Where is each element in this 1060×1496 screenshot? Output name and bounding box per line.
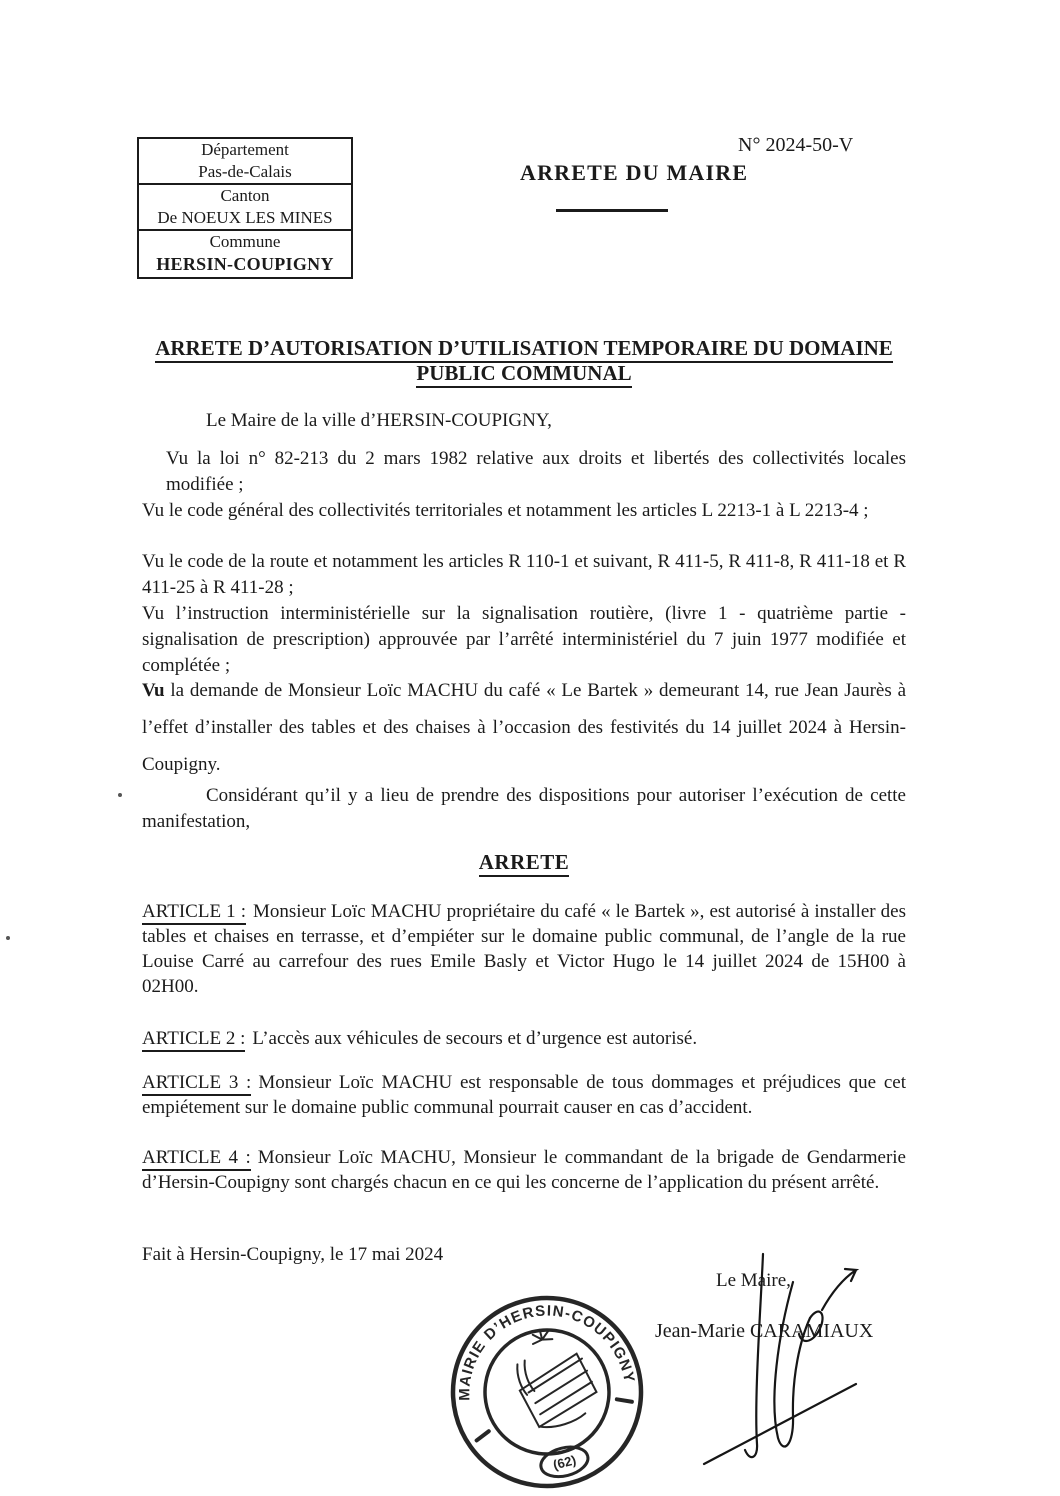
header-rule xyxy=(556,209,668,212)
canton-label: Canton xyxy=(139,183,351,207)
recital-instruction: Vu l’instruction interministérielle sur la signalisation routière, (livre 1 - quatrième partie - signalisation de prescription) approuvée par l’arrêté interministériel du 7 juin 1977 modifiée et complétée ; xyxy=(142,603,906,676)
place-and-date: Fait à Hersin-Coupigny, le 17 mai 2024 xyxy=(142,1244,444,1265)
article-3-label: ARTICLE 3 : xyxy=(142,1072,251,1096)
decree-title-line2: PUBLIC COMMUNAL xyxy=(416,361,631,388)
stamp-department-number: (62) xyxy=(551,1452,578,1473)
decree-title-line1: ARRETE D’AUTORISATION D’UTILISATION TEMPORAIRE DU DOMAINE xyxy=(155,336,893,363)
signatory-name: Jean-Marie CARAMIAUX xyxy=(655,1320,874,1342)
article-2-label: ARTICLE 2 : xyxy=(142,1028,245,1052)
admin-jurisdiction-box xyxy=(137,137,353,279)
considerant-paragraph: Considérant qu’il y a lieu de prendre des dispositions pour autoriser l’exécution de cette manifestation, xyxy=(142,785,906,832)
signature-stroke-loop xyxy=(774,1282,810,1447)
signature-stroke-sweep xyxy=(704,1384,856,1464)
article-4-text: Monsieur Loïc MACHU, Monsieur le commandant de la brigade de Gendarmerie d’Hersin-Coupigny sont chargés chacun en ce qui les concerne de l’application du présent arrêté. xyxy=(142,1147,906,1193)
decree-title xyxy=(142,336,906,386)
commune-value: HERSIN-COUPIGNY xyxy=(156,254,334,274)
recital-loi: Vu la loi n° 82-213 du 2 mars 1982 relative aux droits et libertés des collectivités locales modifiée ; xyxy=(166,448,906,495)
department-value: Pas-de-Calais xyxy=(198,162,292,181)
document-type-heading: ARRETE DU MAIRE xyxy=(520,160,749,185)
article-3 xyxy=(142,1070,906,1120)
stamp-left-dash xyxy=(475,1431,490,1440)
recital-code-collectivites: Vu le code général des collectivités territoriales et notamment les articles L 2213-1 à L 2213-4 ; xyxy=(142,500,869,521)
article-4 xyxy=(142,1145,906,1195)
article-4-label: ARTICLE 4 : xyxy=(142,1147,251,1171)
recital-demande-vu: Vu xyxy=(142,680,165,701)
canton-value: De NOEUX LES MINES xyxy=(157,208,333,227)
article-1 xyxy=(142,899,906,999)
stamp-ring-text: MAIRIE D’HERSIN-COUPIGNY xyxy=(456,1302,638,1401)
article-1-label: ARTICLE 1 : xyxy=(142,901,246,925)
commune-label: Commune xyxy=(139,229,351,253)
recital-demande-text: la demande de Monsieur Loïc MACHU du café « Le Bartek » demeurant 14, rue Jean Jaurès à l’effet d’installer des tables et des chaises à l’occasion des festivités du 14 juillet 2024 à Hersin-Coupigny. xyxy=(142,680,906,775)
department-label: Département xyxy=(201,140,289,159)
scan-artifact-dot xyxy=(118,793,122,797)
article-1-text: Monsieur Loïc MACHU propriétaire du café « le Bartek », est autorisé à installer des tables et chaises en terrasse, et d’empiéter sur le domaine public communal, de l’angle de la rue Louise Carré au carrefour des rues Emile Basly et Victor Hugo le 14 juillet 2024 de 15H00 à 02H00. xyxy=(142,901,906,997)
recital-code-route: Vu le code de la route et notamment les articles R 110-1 et suivant, R 411-5, R 411-8, R 411-18 et R 411-25 à R 411-28 ; xyxy=(142,551,906,598)
article-3-text: Monsieur Loïc MACHU est responsable de tous dommages et préjudices que cet empiétement sur le domaine public communal pourrait causer en cas d’accident. xyxy=(142,1072,906,1118)
decree-number: N° 2024-50-V xyxy=(738,134,854,156)
municipal-seal-stamp xyxy=(437,1288,657,1496)
scan-artifact-dot xyxy=(6,936,10,940)
stamp-right-dash xyxy=(617,1396,632,1405)
signatory-role: Le Maire, xyxy=(716,1270,791,1291)
article-2 xyxy=(142,1026,906,1051)
article-2-text: L’accès aux véhicules de secours et d’urgence est autorisé. xyxy=(252,1028,698,1049)
arrete-section-heading: ARRETE xyxy=(142,850,906,875)
intro-line: Le Maire de la ville d’HERSIN-COUPIGNY, xyxy=(206,410,552,431)
signature-stroke-flourish-top xyxy=(822,1269,856,1310)
recital-demande xyxy=(142,672,906,783)
